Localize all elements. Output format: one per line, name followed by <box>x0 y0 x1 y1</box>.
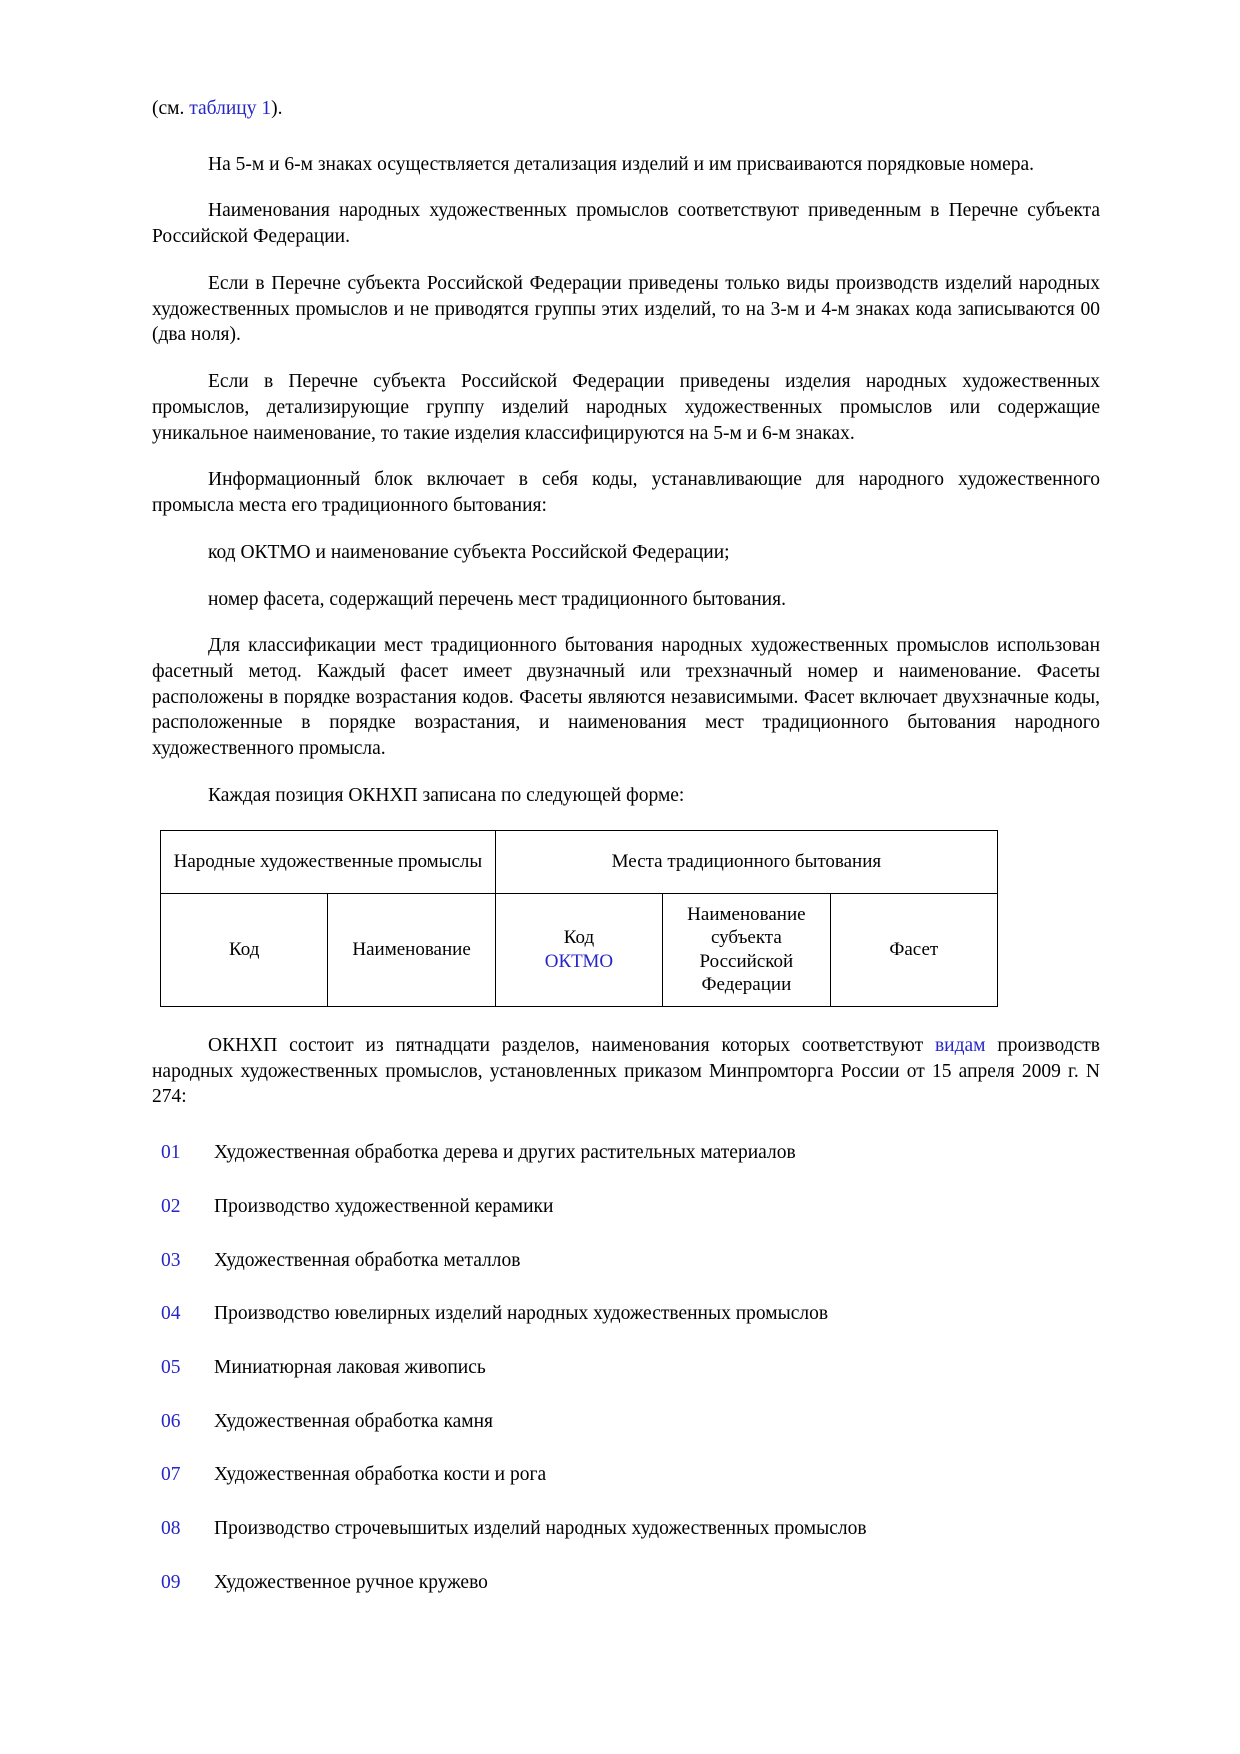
group-header-crafts: Народные художественные промыслы <box>161 830 496 893</box>
section-title: Художественная обработка дерева и других растительных материалов <box>214 1142 796 1164</box>
list-item <box>152 1570 1100 1596</box>
sections-intro-part1: ОКНХП состоит из пятнадцати разделов, наименования которых соответствуют <box>208 1034 935 1056</box>
section-code-link[interactable]: 07 <box>161 1464 181 1486</box>
sub-item-oktmo-code: код ОКТМО и наименование субъекта Российской Федерации; <box>208 541 730 563</box>
paragraph-information-block: Информационный блок включает в себя коды, устанавливающие для народного художественного промысла места его традиционного бытования: <box>152 469 1100 517</box>
table-column-header-row <box>161 893 998 1006</box>
list-item <box>152 1462 1100 1488</box>
subject-label-line1: Наименование субъекта <box>687 903 806 949</box>
section-title: Художественное ручное кружево <box>214 1571 488 1593</box>
column-header-subject-name <box>663 893 830 1006</box>
paragraph-detailing-group: Если в Перечне субъекта Российской Федерации приведены изделия народных художественных промыслов, детализирующие группу изделий народных художественных промыслов или содержащие уникальное наименование, то такие изделия классифицируются на 5-м и 6-м знаках. <box>152 371 1100 444</box>
section-code-link[interactable]: 08 <box>161 1518 181 1540</box>
section-title: Производство ювелирных изделий народных художественных промыслов <box>214 1303 829 1325</box>
paragraph-fifteen-sections <box>152 1033 1100 1110</box>
table-1-link[interactable]: таблицу 1 <box>189 98 272 119</box>
section-code-link[interactable]: 03 <box>161 1249 181 1271</box>
list-item <box>152 1516 1100 1542</box>
okhnp-form-table <box>160 830 998 1007</box>
list-item <box>152 1140 1100 1166</box>
column-header-oktmo-code <box>495 893 662 1006</box>
section-title: Художественная обработка камня <box>214 1410 494 1432</box>
table-group-header-row <box>161 830 998 893</box>
list-item <box>152 1248 1100 1274</box>
okhnp-form-table-wrapper <box>152 830 1100 1007</box>
see-table-suffix: ). <box>271 98 283 119</box>
subject-label-line2: Российской Федерации <box>699 950 794 996</box>
section-code-link[interactable]: 06 <box>161 1410 181 1432</box>
section-code-link[interactable]: 09 <box>161 1571 181 1593</box>
section-title: Художественная обработка металлов <box>214 1249 521 1271</box>
see-table-line <box>152 96 1100 122</box>
paragraph-facet-method: Для классификации мест традиционного бытования народных художественных промыслов использован фасетный метод. Каждый фасет имеет двузначный или трехзначный номер и наименование. Фасеты расположены в порядке возрастания кодов. Фасеты являются независимыми. Фасет включает двухзначные коды, расположенные в порядке возрастания, и наименования мест традиционного бытования народного художественного промысла. <box>152 635 1100 760</box>
group-header-places: Места традиционного бытования <box>495 830 997 893</box>
list-item <box>152 1194 1100 1220</box>
vidam-link[interactable]: видам <box>934 1034 986 1056</box>
section-code-link[interactable]: 05 <box>161 1357 181 1379</box>
list-item <box>152 1355 1100 1381</box>
sub-item-facet-number: номер фасета, содержащий перечень мест традиционного бытования. <box>208 588 786 610</box>
paragraph-digits-5-6: На 5-м и 6-м знаках осуществляется детализация изделий и им присваиваются порядковые номера. <box>208 153 1035 175</box>
section-code-link[interactable]: 01 <box>161 1142 181 1164</box>
see-table-prefix: (см. <box>152 98 190 119</box>
column-header-facet: Фасет <box>830 893 997 1006</box>
sections-intro-part2: производств народных художественных промыслов, установленных приказом Минпромторга России от 15 апреля 2009 г. N 274: <box>152 1034 1100 1108</box>
paragraph-names-correspond: Наименования народных художественных промыслов соответствуют приведенным в Перечне субъекта Российской Федерации. <box>152 200 1100 248</box>
section-code-list <box>152 1140 1100 1596</box>
form-intro-line: Каждая позиция ОКНХП записана по следующей форме: <box>208 784 685 806</box>
section-code-link[interactable]: 02 <box>161 1195 181 1217</box>
section-title: Производство строчевышитых изделий народных художественных промыслов <box>214 1518 867 1540</box>
oktmo-code-label-line1: Код <box>563 927 595 949</box>
list-item <box>152 1409 1100 1435</box>
column-header-code: Код <box>161 893 328 1006</box>
section-code-link[interactable]: 04 <box>161 1303 181 1325</box>
section-title: Производство художественной керамики <box>214 1195 554 1217</box>
paragraph-only-production-types: Если в Перечне субъекта Российской Федерации приведены только виды производств изделий народных художественных промыслов и не приводятся группы этих изделий, то на 3-м и 4-м знаках кода записываются 00 (два ноля). <box>152 272 1100 346</box>
section-title: Миниатюрная лаковая живопись <box>214 1357 486 1379</box>
list-item <box>152 1301 1100 1327</box>
section-title: Художественная обработка кости и рога <box>214 1464 547 1486</box>
oktmo-link[interactable]: ОКТМО <box>544 950 614 972</box>
column-header-name: Наименование <box>328 893 495 1006</box>
